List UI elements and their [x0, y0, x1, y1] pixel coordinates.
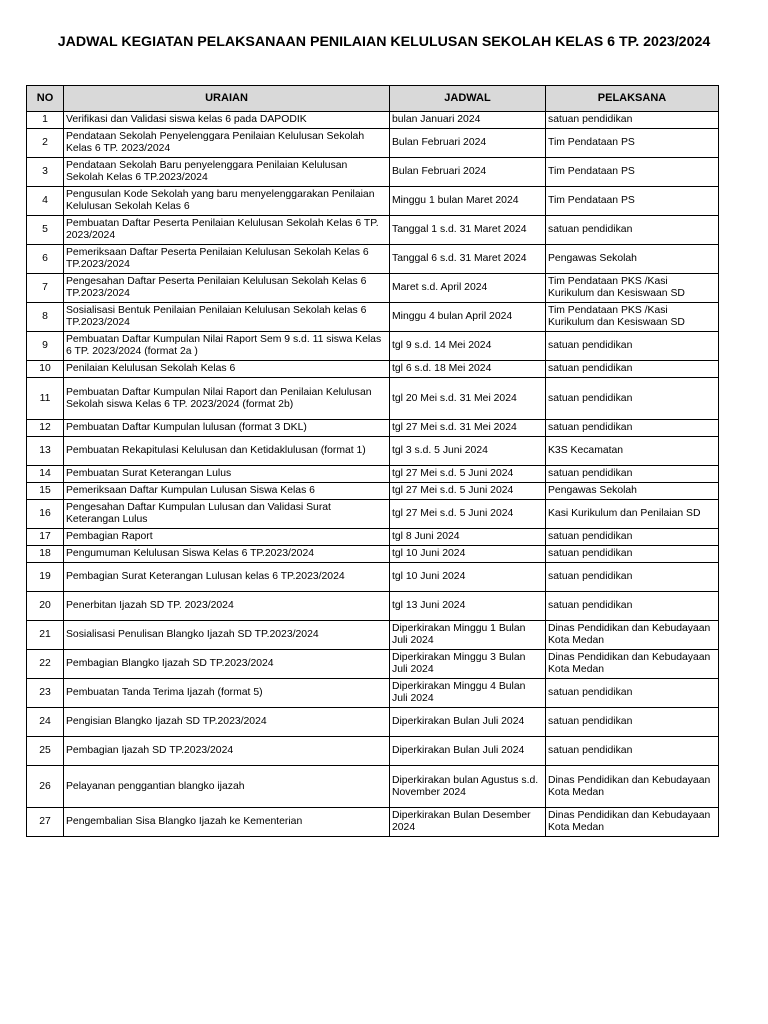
cell-jadwal: Tanggal 6 s.d. 31 Maret 2024: [390, 245, 546, 274]
cell-uraian: Pembagian Ijazah SD TP.2023/2024: [64, 737, 390, 766]
cell-no: 5: [27, 216, 64, 245]
cell-jadwal: tgl 13 Juni 2024: [390, 592, 546, 621]
table-row: [27, 378, 719, 420]
cell-no: 9: [27, 332, 64, 361]
cell-jadwal: tgl 27 Mei s.d. 5 Juni 2024: [390, 483, 546, 500]
cell-pelaksana: Pengawas Sekolah: [546, 245, 719, 274]
cell-uraian: Pendataan Sekolah Penyelenggara Penilaian Kelulusan Sekolah Kelas 6 TP. 2023/2024: [64, 129, 390, 158]
table-row: [27, 621, 719, 650]
cell-jadwal: Minggu 1 bulan Maret 2024: [390, 187, 546, 216]
cell-jadwal: tgl 9 s.d. 14 Mei 2024: [390, 332, 546, 361]
cell-no: 6: [27, 245, 64, 274]
table-row: [27, 808, 719, 837]
cell-no: 17: [27, 529, 64, 546]
cell-jadwal: tgl 10 Juni 2024: [390, 546, 546, 563]
cell-uraian: Sosialisasi Penulisan Blangko Ijazah SD TP.2023/2024: [64, 621, 390, 650]
table-header-row: [27, 86, 719, 112]
table-row: [27, 483, 719, 500]
cell-uraian: Pembagian Blangko Ijazah SD TP.2023/2024: [64, 650, 390, 679]
cell-jadwal: Tanggal 1 s.d. 31 Maret 2024: [390, 216, 546, 245]
cell-pelaksana: Dinas Pendidikan dan Kebudayaan Kota Medan: [546, 650, 719, 679]
table-row: [27, 129, 719, 158]
cell-pelaksana: satuan pendidikan: [546, 679, 719, 708]
table-row: [27, 158, 719, 187]
cell-pelaksana: satuan pendidikan: [546, 332, 719, 361]
cell-no: 1: [27, 112, 64, 129]
table-row: [27, 245, 719, 274]
cell-pelaksana: satuan pendidikan: [546, 466, 719, 483]
cell-uraian: Pengisian Blangko Ijazah SD TP.2023/2024: [64, 708, 390, 737]
column-header-no: NO: [27, 86, 64, 112]
cell-pelaksana: Tim Pendataan PKS /Kasi Kurikulum dan Kesiswaan SD: [546, 274, 719, 303]
cell-jadwal: Bulan Februari 2024: [390, 129, 546, 158]
cell-no: 13: [27, 437, 64, 466]
cell-jadwal: Diperkirakan bulan Agustus s.d. November 2024: [390, 766, 546, 808]
table-row: [27, 500, 719, 529]
cell-no: 11: [27, 378, 64, 420]
column-header-uraian: URAIAN: [64, 86, 390, 112]
cell-uraian: Pengesahan Daftar Kumpulan Lulusan dan Validasi Surat Keterangan Lulus: [64, 500, 390, 529]
cell-pelaksana: Tim Pendataan PKS /Kasi Kurikulum dan Kesiswaan SD: [546, 303, 719, 332]
cell-uraian: Pendataan Sekolah Baru penyelenggara Penilaian Kelulusan Sekolah Kelas 6 TP.2023/2024: [64, 158, 390, 187]
cell-no: 12: [27, 420, 64, 437]
cell-uraian: Pembuatan Surat Keterangan Lulus: [64, 466, 390, 483]
table-row: [27, 529, 719, 546]
table-row: [27, 592, 719, 621]
cell-uraian: Pengembalian Sisa Blangko Ijazah ke Kementerian: [64, 808, 390, 837]
cell-no: 24: [27, 708, 64, 737]
cell-no: 7: [27, 274, 64, 303]
cell-jadwal: tgl 27 Mei s.d. 5 Juni 2024: [390, 466, 546, 483]
cell-pelaksana: K3S Kecamatan: [546, 437, 719, 466]
cell-jadwal: bulan Januari 2024: [390, 112, 546, 129]
cell-pelaksana: satuan pendidikan: [546, 420, 719, 437]
table-row: [27, 216, 719, 245]
cell-pelaksana: satuan pendidikan: [546, 563, 719, 592]
cell-jadwal: tgl 27 Mei s.d. 31 Mei 2024: [390, 420, 546, 437]
cell-pelaksana: satuan pendidikan: [546, 708, 719, 737]
cell-pelaksana: Tim Pendataan PS: [546, 129, 719, 158]
cell-jadwal: Maret s.d. April 2024: [390, 274, 546, 303]
cell-no: 21: [27, 621, 64, 650]
table-row: [27, 563, 719, 592]
table-row: [27, 112, 719, 129]
cell-pelaksana: Dinas Pendidikan dan Kebudayaan Kota Medan: [546, 808, 719, 837]
table-row: [27, 766, 719, 808]
cell-uraian: Pengumuman Kelulusan Siswa Kelas 6 TP.2023/2024: [64, 546, 390, 563]
cell-jadwal: tgl 6 s.d. 18 Mei 2024: [390, 361, 546, 378]
cell-jadwal: Diperkirakan Bulan Desember 2024: [390, 808, 546, 837]
cell-jadwal: tgl 10 Juni 2024: [390, 563, 546, 592]
cell-no: 4: [27, 187, 64, 216]
table-row: [27, 546, 719, 563]
column-header-pelaksana: PELAKSANA: [546, 86, 719, 112]
cell-pelaksana: satuan pendidikan: [546, 361, 719, 378]
cell-jadwal: Diperkirakan Bulan Juli 2024: [390, 737, 546, 766]
table-row: [27, 437, 719, 466]
cell-jadwal: tgl 20 Mei s.d. 31 Mei 2024: [390, 378, 546, 420]
cell-uraian: Pembuatan Daftar Kumpulan Nilai Raport Sem 9 s.d. 11 siswa Kelas 6 TP. 2023/2024 (format 2a ): [64, 332, 390, 361]
table-row: [27, 420, 719, 437]
cell-uraian: Pemeriksaan Daftar Peserta Penilaian Kelulusan Sekolah Kelas 6 TP.2023/2024: [64, 245, 390, 274]
cell-uraian: Verifikasi dan Validasi siswa kelas 6 pada DAPODIK: [64, 112, 390, 129]
cell-pelaksana: Tim Pendataan PS: [546, 187, 719, 216]
table-row: [27, 466, 719, 483]
cell-no: 2: [27, 129, 64, 158]
cell-uraian: Pemeriksaan Daftar Kumpulan Lulusan Siswa Kelas 6: [64, 483, 390, 500]
cell-uraian: Sosialisasi Bentuk Penilaian Penilaian Kelulusan Sekolah kelas 6 TP.2023/2024: [64, 303, 390, 332]
cell-pelaksana: satuan pendidikan: [546, 546, 719, 563]
cell-no: 19: [27, 563, 64, 592]
table-row: [27, 303, 719, 332]
cell-no: 27: [27, 808, 64, 837]
cell-pelaksana: Tim Pendataan PS: [546, 158, 719, 187]
cell-uraian: Pembagian Surat Keterangan Lulusan kelas 6 TP.2023/2024: [64, 563, 390, 592]
cell-pelaksana: Pengawas Sekolah: [546, 483, 719, 500]
table-row: [27, 679, 719, 708]
table-row: [27, 274, 719, 303]
cell-uraian: Penerbitan Ijazah SD TP. 2023/2024: [64, 592, 390, 621]
cell-no: 26: [27, 766, 64, 808]
cell-jadwal: tgl 3 s.d. 5 Juni 2024: [390, 437, 546, 466]
cell-jadwal: Diperkirakan Minggu 1 Bulan Juli 2024: [390, 621, 546, 650]
table-row: [27, 708, 719, 737]
cell-pelaksana: Kasi Kurikulum dan Penilaian SD: [546, 500, 719, 529]
cell-uraian: Pengesahan Daftar Peserta Penilaian Kelulusan Sekolah Kelas 6 TP.2023/2024: [64, 274, 390, 303]
cell-uraian: Pembuatan Daftar Peserta Penilaian Kelulusan Sekolah Kelas 6 TP. 2023/2024: [64, 216, 390, 245]
cell-uraian: Pembuatan Tanda Terima Ijazah (format 5): [64, 679, 390, 708]
schedule-rows: [27, 112, 719, 837]
cell-pelaksana: satuan pendidikan: [546, 216, 719, 245]
schedule-table: [26, 85, 719, 837]
table-row: [27, 361, 719, 378]
cell-pelaksana: satuan pendidikan: [546, 378, 719, 420]
cell-uraian: Pembagian Raport: [64, 529, 390, 546]
cell-no: 25: [27, 737, 64, 766]
cell-no: 16: [27, 500, 64, 529]
cell-no: 8: [27, 303, 64, 332]
cell-uraian: Penilaian Kelulusan Sekolah Kelas 6: [64, 361, 390, 378]
cell-jadwal: Minggu 4 bulan April 2024: [390, 303, 546, 332]
cell-jadwal: tgl 27 Mei s.d. 5 Juni 2024: [390, 500, 546, 529]
cell-jadwal: Diperkirakan Minggu 4 Bulan Juli 2024: [390, 679, 546, 708]
column-header-jadwal: JADWAL: [390, 86, 546, 112]
cell-pelaksana: satuan pendidikan: [546, 112, 719, 129]
cell-pelaksana: satuan pendidikan: [546, 529, 719, 546]
cell-uraian: Pelayanan penggantian blangko ijazah: [64, 766, 390, 808]
cell-no: 15: [27, 483, 64, 500]
cell-pelaksana: satuan pendidikan: [546, 737, 719, 766]
cell-no: 14: [27, 466, 64, 483]
cell-pelaksana: Dinas Pendidikan dan Kebudayaan Kota Medan: [546, 621, 719, 650]
table-row: [27, 737, 719, 766]
table-row: [27, 650, 719, 679]
cell-pelaksana: Dinas Pendidikan dan Kebudayaan Kota Medan: [546, 766, 719, 808]
cell-uraian: Pembuatan Daftar Kumpulan Nilai Raport dan Penilaian Kelulusan Sekolah siswa Kelas 6 TP. 2023/2024 (format 2b): [64, 378, 390, 420]
cell-no: 22: [27, 650, 64, 679]
cell-uraian: Pembuatan Rekapitulasi Kelulusan dan Ketidaklulusan (format 1): [64, 437, 390, 466]
cell-jadwal: tgl 8 Juni 2024: [390, 529, 546, 546]
cell-no: 18: [27, 546, 64, 563]
cell-no: 23: [27, 679, 64, 708]
page-title: JADWAL KEGIATAN PELAKSANAAN PENILAIAN KELULUSAN SEKOLAH KELAS 6 TP. 2023/2024: [57, 34, 711, 50]
cell-no: 20: [27, 592, 64, 621]
cell-jadwal: Diperkirakan Bulan Juli 2024: [390, 708, 546, 737]
cell-no: 10: [27, 361, 64, 378]
cell-uraian: Pengusulan Kode Sekolah yang baru menyelenggarakan Penilaian Kelulusan Sekolah Kelas 6: [64, 187, 390, 216]
cell-pelaksana: satuan pendidikan: [546, 592, 719, 621]
table-row: [27, 187, 719, 216]
cell-jadwal: Bulan Februari 2024: [390, 158, 546, 187]
cell-jadwal: Diperkirakan Minggu 3 Bulan Juli 2024: [390, 650, 546, 679]
table-row: [27, 332, 719, 361]
cell-uraian: Pembuatan Daftar Kumpulan lulusan (format 3 DKL): [64, 420, 390, 437]
cell-no: 3: [27, 158, 64, 187]
